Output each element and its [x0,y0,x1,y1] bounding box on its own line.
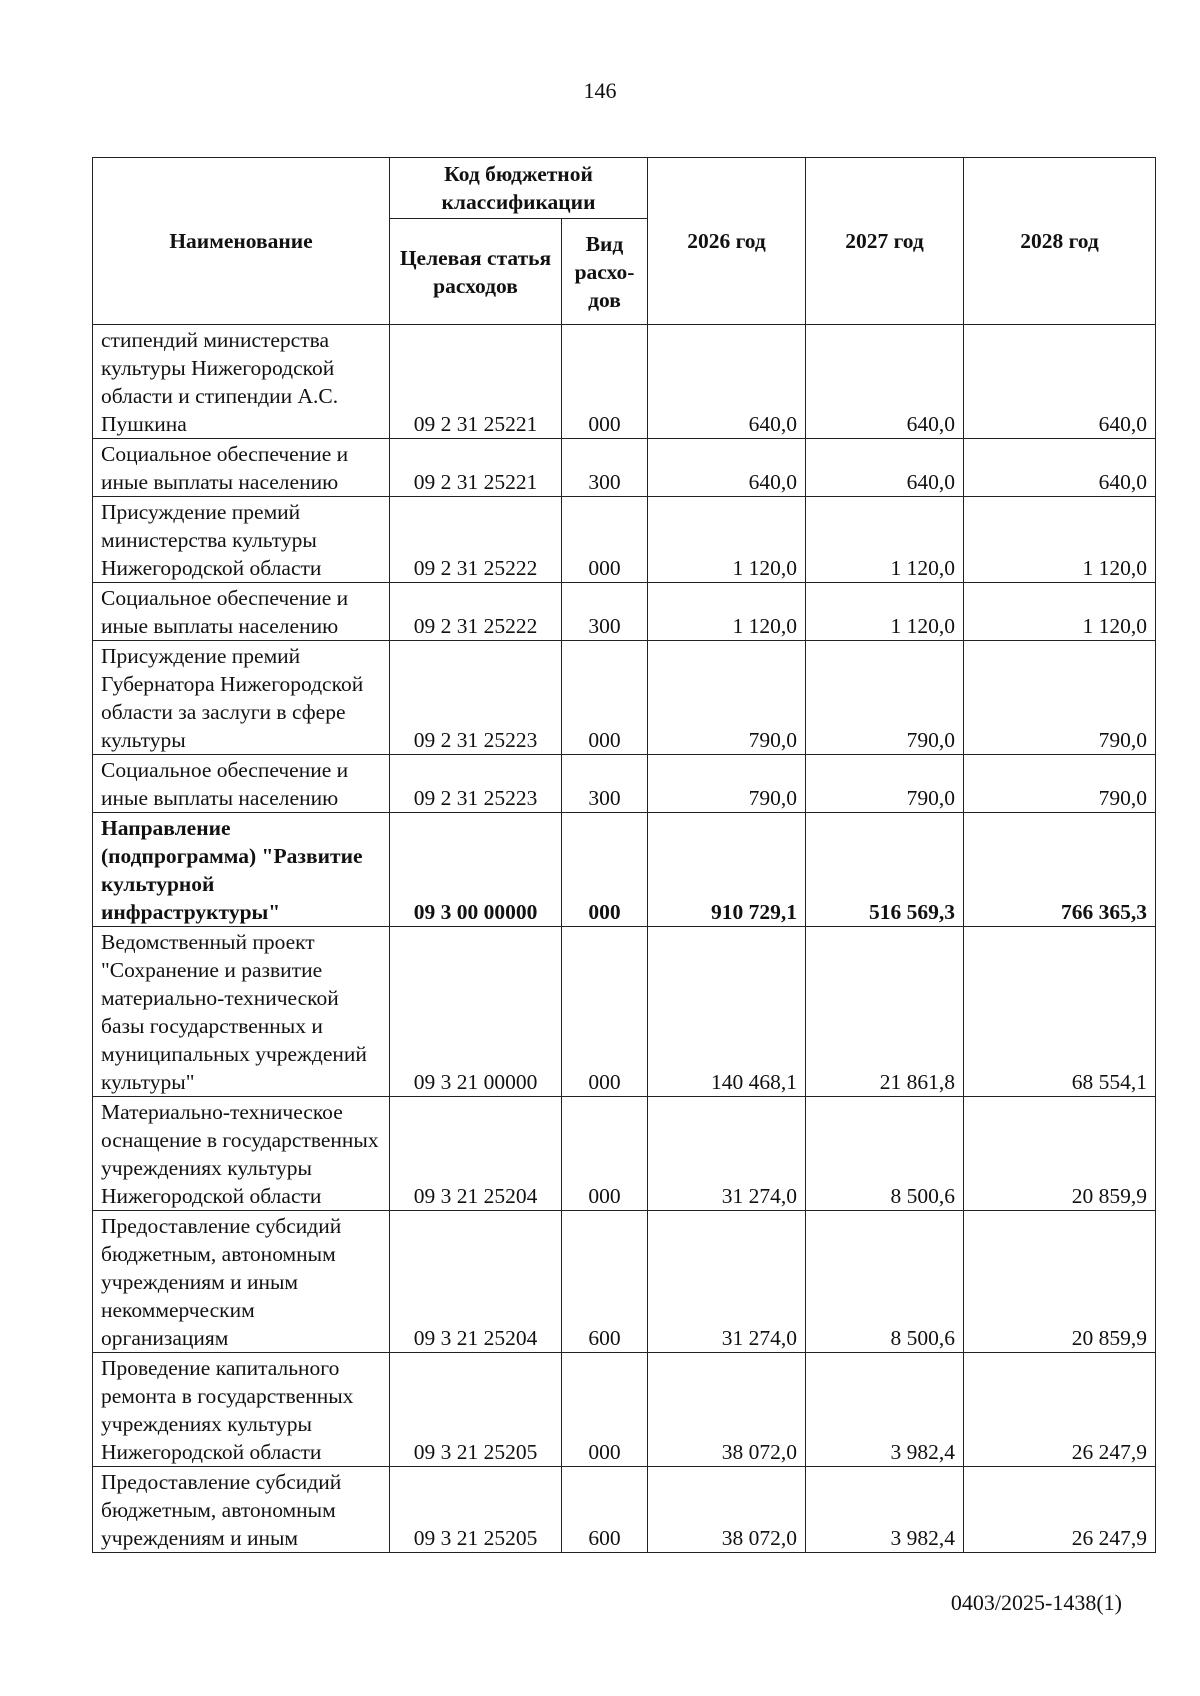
row-amount-2028: 640,0 [964,439,1156,497]
row-amount-2028: 790,0 [964,641,1156,755]
row-expense-kind: 000 [562,497,648,583]
row-name: стипендий министерства культуры Нижегородской области и стипендии А.С. Пушкина [93,325,390,439]
table-row [93,927,1156,1097]
row-target-article: 09 2 31 25222 [390,497,562,583]
row-amount-2026: 31 274,0 [648,1097,806,1211]
row-target-article: 09 2 31 25223 [390,755,562,813]
row-expense-kind: 000 [562,325,648,439]
row-amount-2028: 640,0 [964,325,1156,439]
table-row [93,439,1156,497]
row-expense-kind: 300 [562,583,648,641]
row-target-article: 09 2 31 25221 [390,439,562,497]
table-row [93,325,1156,439]
row-amount-2027: 640,0 [806,439,964,497]
row-amount-2028: 20 859,9 [964,1097,1156,1211]
row-name: Предоставление субсидий бюджетным, автономным учреждениям и иным [93,1467,390,1553]
table-row [93,1211,1156,1353]
row-amount-2026: 1 120,0 [648,583,806,641]
header-year-2028: 2028 год [964,158,1156,325]
row-amount-2028: 68 554,1 [964,927,1156,1097]
row-amount-2027: 8 500,6 [806,1097,964,1211]
row-amount-2027: 8 500,6 [806,1211,964,1353]
row-amount-2026: 1 120,0 [648,497,806,583]
header-year-2026: 2026 год [648,158,806,325]
header-target-article: Целевая статья расходов [390,219,562,325]
document-code: 0403/2025-1438(1) [950,1590,1122,1615]
row-amount-2028: 1 120,0 [964,497,1156,583]
row-amount-2028: 766 365,3 [964,813,1156,927]
row-name: Материально-техническое оснащение в государственных учреждениях культуры Нижегородской области [93,1097,390,1211]
table-row [93,755,1156,813]
row-name: Предоставление субсидий бюджетным, автономным учреждениям и иным некоммерческим организациям [93,1211,390,1353]
row-target-article: 09 3 21 25205 [390,1353,562,1467]
row-target-article: 09 3 21 00000 [390,927,562,1097]
row-expense-kind: 000 [562,1353,648,1467]
row-amount-2028: 1 120,0 [964,583,1156,641]
page-number: 146 [583,78,617,103]
row-amount-2027: 790,0 [806,755,964,813]
table-row [93,813,1156,927]
table-body [93,325,1156,1553]
row-amount-2027: 1 120,0 [806,583,964,641]
row-amount-2027: 516 569,3 [806,813,964,927]
table-row [93,1353,1156,1467]
row-amount-2026: 790,0 [648,755,806,813]
budget-table [92,157,1156,1553]
table-row [93,1467,1156,1553]
row-amount-2027: 640,0 [806,325,964,439]
row-amount-2026: 640,0 [648,439,806,497]
row-amount-2026: 140 468,1 [648,927,806,1097]
header-name: Наименование [93,158,390,325]
header-code-group: Код бюджетной классификации [390,158,648,219]
row-amount-2027: 1 120,0 [806,497,964,583]
row-amount-2028: 26 247,9 [964,1353,1156,1467]
row-target-article: 09 2 31 25222 [390,583,562,641]
table-row [93,583,1156,641]
row-expense-kind: 000 [562,1097,648,1211]
row-name: Ведомственный проект "Сохранение и развитие материально-технической базы государственных и муниципальных учреждений культуры" [93,927,390,1097]
row-amount-2027: 3 982,4 [806,1353,964,1467]
row-name: Социальное обеспечение и иные выплаты населению [93,755,390,813]
row-amount-2026: 910 729,1 [648,813,806,927]
row-amount-2026: 38 072,0 [648,1467,806,1553]
header-year-2027: 2027 год [806,158,964,325]
row-name: Социальное обеспечение и иные выплаты населению [93,439,390,497]
row-amount-2027: 3 982,4 [806,1467,964,1553]
row-name: Проведение капитального ремонта в государственных учреждениях культуры Нижегородской области [93,1353,390,1467]
row-name: Социальное обеспечение и иные выплаты населению [93,583,390,641]
row-amount-2026: 38 072,0 [648,1353,806,1467]
row-target-article: 09 2 31 25223 [390,641,562,755]
row-amount-2026: 790,0 [648,641,806,755]
row-amount-2028: 26 247,9 [964,1467,1156,1553]
row-amount-2028: 790,0 [964,755,1156,813]
row-amount-2026: 640,0 [648,325,806,439]
row-amount-2027: 790,0 [806,641,964,755]
row-target-article: 09 3 21 25204 [390,1097,562,1211]
table-row [93,1097,1156,1211]
row-target-article: 09 3 00 00000 [390,813,562,927]
table-header [93,158,1156,325]
row-target-article: 09 3 21 25204 [390,1211,562,1353]
row-expense-kind: 000 [562,813,648,927]
row-amount-2028: 20 859,9 [964,1211,1156,1353]
header-expense-kind: Вид расхо-дов [562,219,648,325]
row-expense-kind: 600 [562,1211,648,1353]
table-row [93,497,1156,583]
row-target-article: 09 3 21 25205 [390,1467,562,1553]
row-name: Присуждение премий министерства культуры Нижегородской области [93,497,390,583]
row-amount-2026: 31 274,0 [648,1211,806,1353]
table-row [93,641,1156,755]
row-expense-kind: 300 [562,439,648,497]
row-amount-2027: 21 861,8 [806,927,964,1097]
row-expense-kind: 600 [562,1467,648,1553]
row-expense-kind: 000 [562,927,648,1097]
row-name: Присуждение премий Губернатора Нижегородской области за заслуги в сфере культуры [93,641,390,755]
row-target-article: 09 2 31 25221 [390,325,562,439]
row-name: Направление (подпрограмма) "Развитие культурной инфраструктуры" [93,813,390,927]
row-expense-kind: 000 [562,641,648,755]
row-expense-kind: 300 [562,755,648,813]
